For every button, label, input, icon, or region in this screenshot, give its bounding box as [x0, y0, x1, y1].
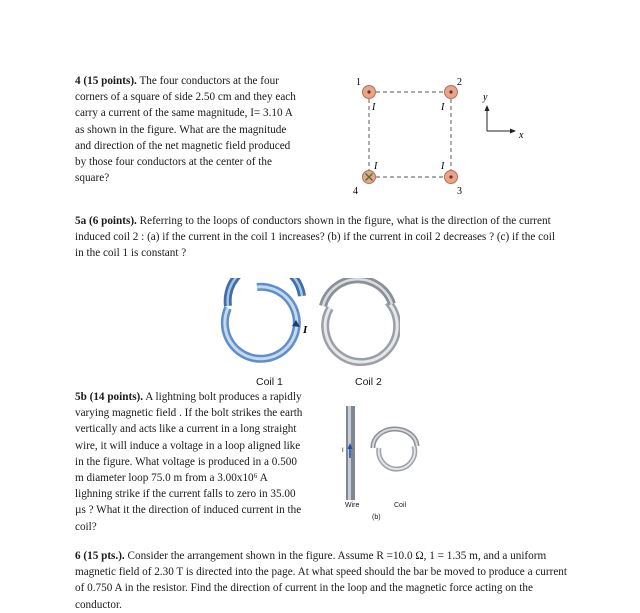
- wire-label: Wire: [345, 502, 360, 509]
- coil-label: Coil: [394, 502, 407, 509]
- figure-caption-b: (b): [372, 514, 381, 521]
- axis-label-x: x: [519, 130, 524, 141]
- question-4: [75, 73, 303, 186]
- coil-2-icon: [323, 279, 397, 362]
- square-conductors-figure: [340, 72, 540, 202]
- coil-1-label: Coil 1: [256, 376, 283, 388]
- question-4-text: The four conductors at the four corners of a square of side 2.50 cm and they each carry a current of the same magnitude, I= 3.10 A as shown in the figure. What are the magnitude and direction of the net magnetic field produced by those four conductors at the center of the square?: [75, 75, 296, 185]
- question-5b-text: A lightning bolt produces a rapidly varying magnetic field . If the bolt strikes the earth vertically and acts like a current in a long straight wire, it will induce a voltage in a loop aligned like in the figure. What voltage is produced in a 0.500 m diameter loop 75.0 m from a 3.00x10⁶ A lighning strike if the current falls to zero in 35.00 µs ? What it the direction of induced current in the coil?: [75, 391, 303, 533]
- axes-icon: [485, 105, 517, 134]
- axis-label-y: y: [483, 92, 488, 103]
- corner-label-4: 4: [353, 186, 358, 197]
- current-label-4: I: [374, 161, 378, 172]
- corner-label-2: 2: [457, 77, 462, 88]
- corner-label-1: 1: [356, 77, 361, 88]
- conductor-4-icon: [363, 171, 376, 184]
- conductor-1-icon: [363, 86, 376, 99]
- conductor-3-icon: [445, 171, 458, 184]
- coil-1-icon: [225, 278, 302, 359]
- coil-2-label: Coil 2: [355, 376, 382, 388]
- current-label-1: I: [372, 102, 376, 113]
- question-5a-heading: 5a (6 points).: [75, 215, 137, 227]
- wire-current-label: I: [342, 448, 344, 454]
- question-6-heading: 6 (15 pts.).: [75, 550, 125, 562]
- coil-1-current-label: I: [303, 324, 308, 336]
- question-6: [75, 548, 575, 613]
- current-label-3: I: [441, 161, 445, 172]
- question-5a-text: Referring to the loops of conductors shown in the figure, what is the direction of the current induced coil 2 : (a) if the current in the coil 1 increases? (b) if the current in coil 2 decreases ? (c) if the coil in the coil 1 is constant ?: [75, 215, 555, 260]
- current-label-2: I: [441, 102, 445, 113]
- loop-coil-icon: [373, 429, 417, 469]
- question-5b: [75, 389, 303, 535]
- conductor-2-icon: [445, 86, 458, 99]
- wire-icon: [346, 406, 355, 500]
- corner-label-3: 3: [457, 186, 462, 197]
- question-5a: [75, 213, 565, 262]
- question-6-text: Consider the arrangement shown in the figure. Assume R =10.0 Ω, 1 = 1.35 m, and a uniform magnetic field of 2.30 T is directed into the page. At what speed should the bar be moved to produce a current of 0.750 A in the resistor. Find the direction of current in the loop and the magnetic force acting on the conductor.: [75, 550, 568, 611]
- question-5b-heading: 5b (14 points).: [75, 391, 144, 403]
- question-4-heading: 4 (15 points).: [75, 75, 137, 87]
- wire-loop-figure: [338, 402, 428, 512]
